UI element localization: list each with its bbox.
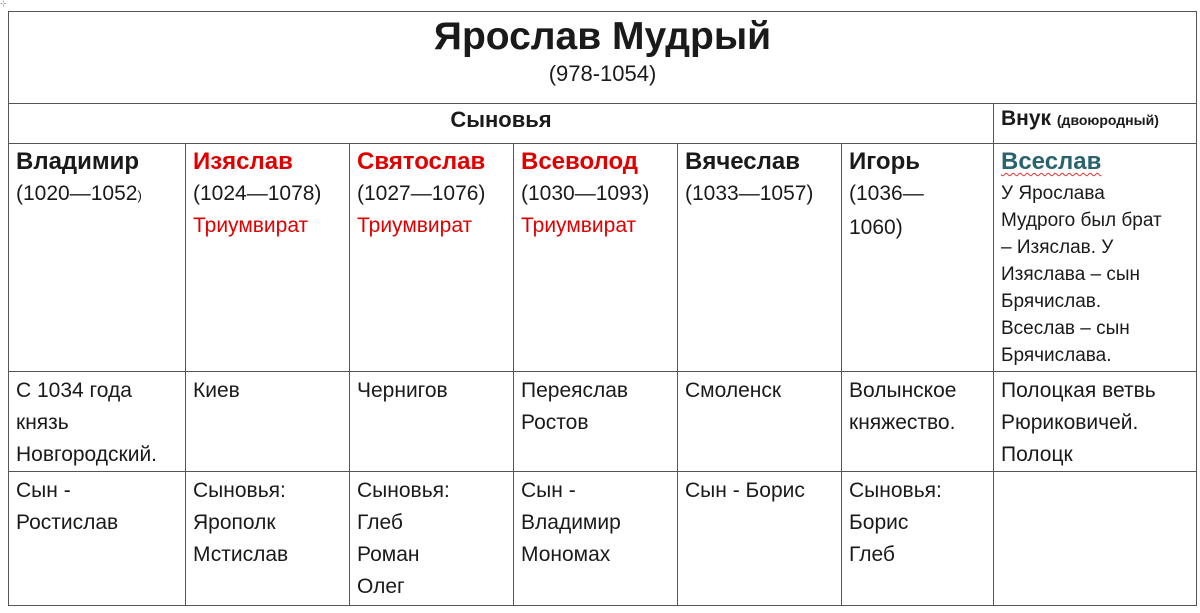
person-cell	[842, 144, 994, 372]
grandson-header	[994, 104, 1197, 144]
move-handle-icon: ⊹	[0, 0, 7, 8]
person-cell	[514, 144, 678, 372]
person-years: (1033—1057)	[685, 182, 814, 205]
title-cell	[9, 12, 1197, 104]
grandson-name-text: Всеслав	[1001, 148, 1102, 175]
land-cell: Переяслав Ростов	[514, 372, 678, 472]
grandson-name	[1001, 147, 1189, 177]
person-years: (1027—1076)	[357, 182, 486, 205]
land-cell: Волынское княжество.	[842, 372, 994, 472]
person-name: Изяслав	[193, 148, 293, 175]
person-name: Игорь	[849, 148, 921, 175]
person-cell	[186, 144, 350, 372]
person-years: (1024—1078)	[193, 182, 322, 205]
genealogy-table	[8, 11, 1197, 606]
triumvirate-label: Триумвират	[193, 214, 309, 237]
person-name: Святослав	[357, 148, 486, 175]
children-cell: Сыновья: Ярополк Мстислав	[186, 472, 350, 606]
children-cell: Сын - Ростислав	[9, 472, 186, 606]
grandson-note: У Ярослава Мудрого был брат – Изяслав. У Изяслава – сын Брячислав. Всеслав – сын Брячислава.	[1001, 183, 1162, 366]
children-cell	[994, 472, 1197, 606]
land-cell: С 1034 года князь Новгородский.	[9, 372, 186, 472]
triumvirate-label: Триумвират	[357, 214, 473, 237]
person-years: (1036— 1060)	[849, 182, 924, 239]
children-cell: Сын - Владимир Мономах	[514, 472, 678, 606]
grandson-header-note: (двоюродный)	[1056, 112, 1159, 128]
children-cell: Сыновья: Борис Глеб	[842, 472, 994, 606]
title-years: (978-1054)	[548, 61, 657, 86]
page-title: Ярослав Мудрый	[433, 15, 772, 58]
person-years: (1030—1093)	[521, 182, 650, 205]
person-cell	[350, 144, 514, 372]
person-cell	[9, 144, 186, 372]
grandson-cell	[994, 144, 1197, 372]
triumvirate-label: Триумвират	[521, 214, 637, 237]
person-name: Владимир	[16, 148, 140, 175]
children-cell: Сын - Борис	[678, 472, 842, 606]
person-years-text: (1020—1052	[16, 182, 138, 205]
person-years	[16, 177, 178, 213]
land-cell: Смоленск	[678, 372, 842, 472]
sons-header: Сыновья	[9, 104, 994, 144]
land-cell: Полоцкая ветвь Рюриковичей. Полоцк	[994, 372, 1197, 472]
children-cell: Сыновья: Глеб Роман Олег	[350, 472, 514, 606]
land-cell: Киев	[186, 372, 350, 472]
person-cell	[678, 144, 842, 372]
person-name: Вячеслав	[685, 148, 800, 175]
land-cell: Чернигов	[350, 372, 514, 472]
grandson-header-label: Внук	[1001, 107, 1052, 130]
person-name: Всеволод	[521, 148, 639, 175]
person-years-close: )	[137, 188, 142, 203]
